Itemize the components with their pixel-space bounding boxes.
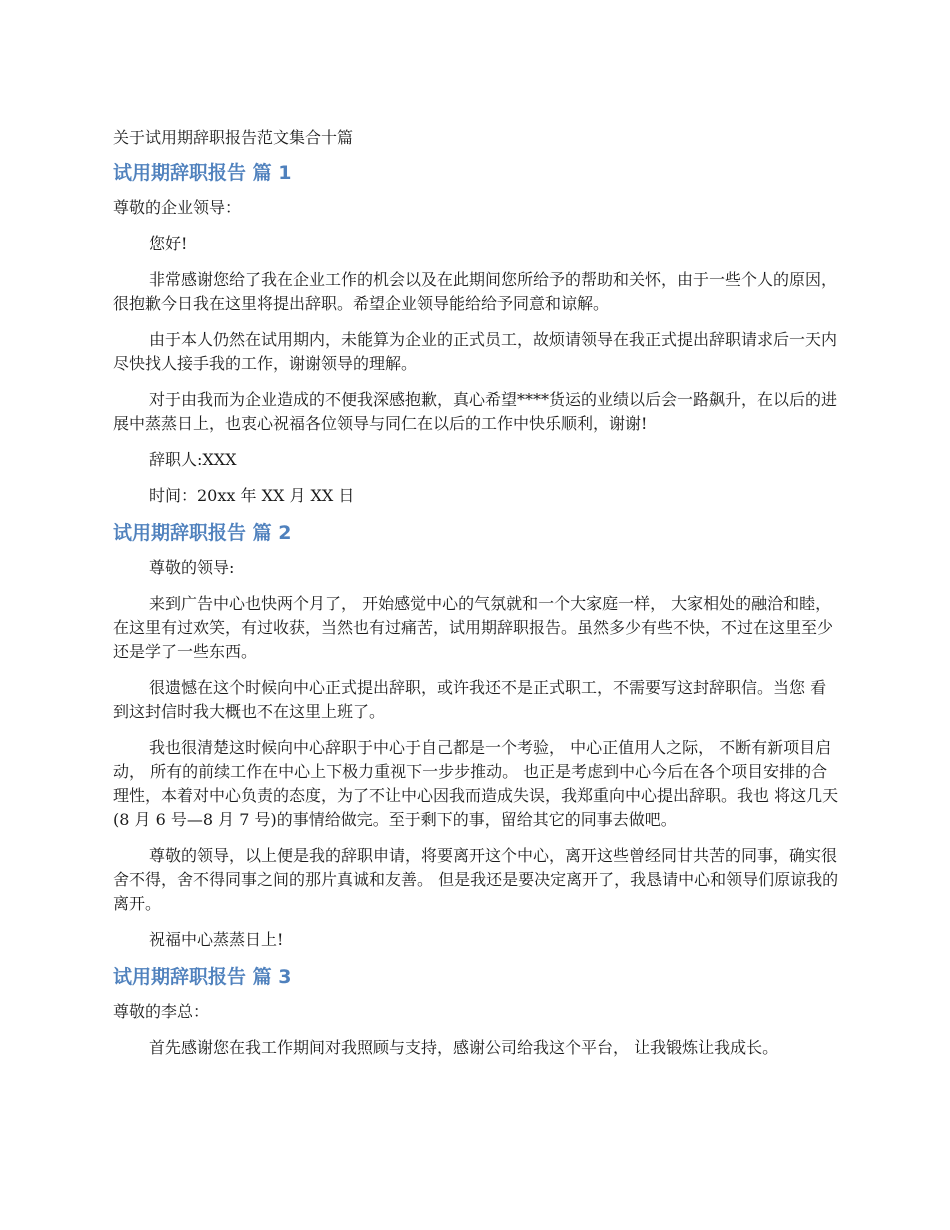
section-1 bbox=[113, 160, 841, 508]
body-paragraph: 对于由我而为企业造成的不便我深感抱歉，真心希望****货运的业绩以后会一路飙升，在以后的进展中蒸蒸日上，也衷心祝福各位领导与同仁在以后的工作中快乐顺利，谢谢! bbox=[113, 390, 838, 433]
body-paragraph: 我也很清楚这时候向中心辞职于中心于自己都是一个考验， 中心正值用人之际， 不断有新项目启动， 所有的前续工作在中心上下极力重视下一步步推动。 也正是考虑到中心今后在各个项目安排的合理性，本着对中心负责的态度，为了不让中心因我而造成失误，我郑重向中心提出辞职。我也 将这几天(8 月 6 号—8 月 7 号)的事情给做完。至于剩下的事，留给其它的同事去做吧。 bbox=[113, 738, 839, 829]
signature-name: 辞职人:XXX bbox=[149, 450, 237, 469]
salutation: 尊敬的企业领导： bbox=[113, 198, 242, 217]
section-3 bbox=[113, 964, 841, 1060]
body-paragraph: 由于本人仍然在试用期内，未能算为企业的正式员工，故烦请领导在我正式提出辞职请求后一天内尽快找人接手我的工作，谢谢领导的理解。 bbox=[113, 330, 838, 373]
salutation: 尊敬的李总： bbox=[113, 1002, 210, 1021]
salutation: 尊敬的领导: bbox=[149, 558, 235, 577]
greeting: 您好! bbox=[149, 234, 188, 253]
section-2 bbox=[113, 520, 841, 952]
section-heading: 试用期辞职报告 篇 1 bbox=[113, 162, 292, 184]
document-title: 关于试用期辞职报告范文集合十篇 bbox=[113, 128, 354, 147]
section-heading: 试用期辞职报告 篇 3 bbox=[113, 966, 292, 988]
body-paragraph: 首先感谢您在我工作期间对我照顾与支持，感谢公司给我这个平台， 让我锻炼让我成长。 bbox=[149, 1038, 779, 1057]
section-heading: 试用期辞职报告 篇 2 bbox=[113, 522, 292, 544]
body-paragraph: 来到广告中心也快两个月了， 开始感觉中心的气氛就和一个大家庭一样， 大家相处的融洽和睦， 在这里有过欢笑，有过收获，当然也有过痛苦，试用期辞职报告。虽然多少有些不快，不过在这里至少还是学了一些东西。 bbox=[113, 594, 834, 661]
body-paragraph: 非常感谢您给了我在企业工作的机会以及在此期间您所给予的帮助和关怀，由于一些个人的原因，很抱歉今日我在这里将提出辞职。希望企业领导能给给予同意和谅解。 bbox=[113, 270, 838, 313]
closing-wish: 祝福中心蒸蒸日上! bbox=[149, 930, 284, 949]
document-body bbox=[113, 126, 841, 1072]
body-paragraph: 尊敬的领导，以上便是我的辞职申请，将要离开这个中心，离开这些曾经同甘共苦的同事，确实很舍不得，舍不得同事之间的那片真诚和友善。 但是我还是要决定离开了，我恳请中心和领导们原谅我的离开。 bbox=[113, 846, 839, 913]
signature-date: 时间：20xx 年 XX 月 XX 日 bbox=[149, 486, 355, 505]
body-paragraph: 很遗憾在这个时候向中心正式提出辞职，或许我还不是正式职工，不需要写这封辞职信。当您 看到这封信时我大概也不在这里上班了。 bbox=[113, 678, 827, 721]
